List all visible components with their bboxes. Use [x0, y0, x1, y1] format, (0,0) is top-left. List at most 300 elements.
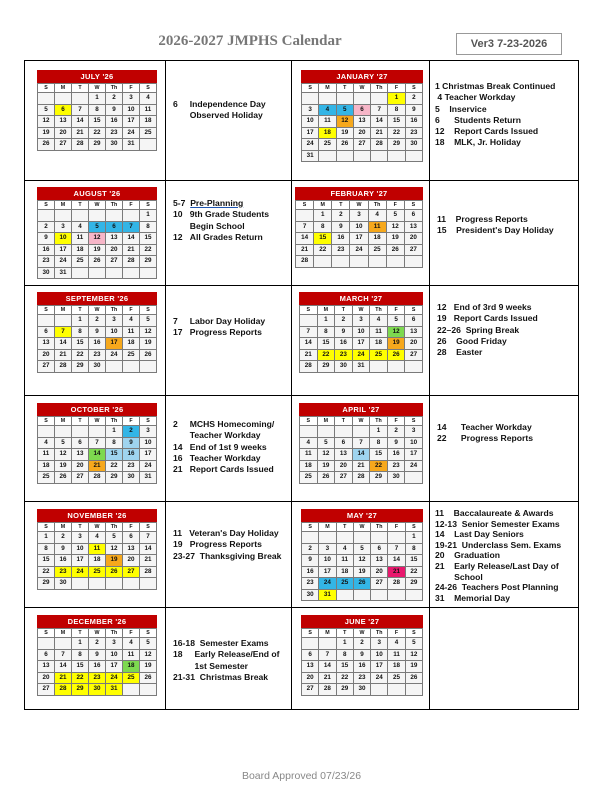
event-date: 22: [437, 433, 461, 444]
day-cell: 15: [317, 338, 335, 350]
day-cell: 18: [140, 116, 157, 128]
day-cell: 15: [38, 555, 55, 567]
day-cell: 19: [140, 661, 157, 673]
day-cell: 6: [123, 532, 140, 544]
day-cell: 20: [404, 233, 422, 245]
day-cell: 24: [371, 672, 388, 684]
event-text: End of 1st 9 weeks: [189, 441, 267, 452]
day-cell: 18: [89, 555, 106, 567]
calendar-may: [301, 509, 423, 601]
day-cell: 2: [405, 93, 422, 105]
weekday-label: W: [352, 306, 370, 315]
weekday-label: Th: [106, 629, 123, 638]
weekday-label: S: [405, 84, 422, 93]
day-cell: 11: [319, 116, 336, 128]
event-text: Report Cards Issued: [453, 313, 538, 324]
weekday-label: S: [38, 84, 55, 93]
grid-divider: [25, 607, 578, 608]
event-date: 2: [173, 419, 190, 429]
day-cell: 8: [314, 221, 332, 233]
empty-cell: [336, 150, 353, 162]
day-cell: 17: [352, 338, 370, 350]
day-cell: 22: [314, 244, 332, 256]
empty-cell: [140, 139, 157, 151]
day-cell: 2: [335, 315, 353, 327]
month-title: JANUARY '27: [301, 70, 423, 83]
day-cell: 29: [317, 361, 335, 373]
event-date: 19-21: [435, 539, 462, 550]
day-cell: 19: [317, 460, 335, 472]
day-cell: 18: [300, 460, 318, 472]
event-text: MLK, Jr. Holiday: [454, 137, 521, 148]
weekday-label: S: [38, 629, 55, 638]
empty-cell: [302, 93, 319, 105]
empty-cell: [371, 150, 388, 162]
day-cell: 13: [404, 221, 422, 233]
day-cell: 3: [350, 210, 368, 222]
event-item: [437, 336, 579, 347]
day-cell: 3: [72, 532, 89, 544]
day-cell: 13: [335, 449, 353, 461]
day-cell: 15: [405, 555, 422, 567]
day-cell: 26: [336, 139, 353, 151]
day-cell: 20: [38, 349, 55, 361]
empty-cell: [140, 361, 157, 373]
event-date: 12-13: [435, 518, 462, 529]
day-cell: 5: [317, 437, 335, 449]
weekday-label: M: [317, 417, 335, 426]
day-cell: 28: [296, 256, 314, 268]
empty-cell: [300, 426, 318, 438]
day-cell: 7: [55, 326, 72, 338]
day-cell: 18: [123, 338, 140, 350]
day-cell: 26: [55, 472, 72, 484]
day-cell: 18: [388, 661, 405, 673]
empty-cell: [317, 426, 335, 438]
day-cell: 8: [405, 543, 422, 555]
day-cell: 22: [370, 460, 388, 472]
month-grid: [37, 628, 157, 696]
day-cell: 14: [72, 116, 89, 128]
day-cell: 21: [72, 127, 89, 139]
day-cell: 3: [55, 221, 72, 233]
day-cell: 7: [296, 221, 314, 233]
weekday-label: F: [123, 201, 140, 210]
day-cell: 28: [72, 139, 89, 151]
day-cell: 14: [319, 661, 336, 673]
day-cell: 13: [302, 661, 319, 673]
weekday-label: W: [89, 629, 106, 638]
event-text: Progress Reports: [189, 539, 262, 550]
day-cell: 16: [387, 449, 405, 461]
day-cell: 19: [55, 460, 72, 472]
event-text: Semester Exams: [199, 638, 269, 648]
day-cell: 3: [140, 426, 157, 438]
day-cell: 26: [386, 244, 404, 256]
empty-cell: [404, 256, 422, 268]
day-cell: 27: [55, 139, 72, 151]
day-cell: 23: [106, 127, 123, 139]
event-text: 9th Grade Students Begin School: [189, 209, 269, 231]
calendar-october: [37, 403, 157, 484]
event-date: 18: [435, 137, 455, 148]
day-cell: 28: [319, 684, 336, 696]
event-date: 22–26: [437, 324, 466, 335]
empty-cell: [55, 210, 72, 222]
day-cell: 21: [140, 555, 157, 567]
weekday-label: Th: [370, 417, 388, 426]
empty-cell: [336, 532, 353, 544]
day-cell: 4: [300, 437, 318, 449]
empty-cell: [38, 210, 55, 222]
day-cell: 27: [405, 349, 423, 361]
event-item: [173, 551, 289, 562]
day-cell: 29: [89, 139, 106, 151]
event-item: [435, 582, 577, 593]
month-grid: [299, 416, 423, 484]
event-item: [435, 137, 577, 148]
day-cell: 4: [368, 210, 386, 222]
day-cell: 18: [319, 127, 336, 139]
event-text: All Grades Return: [189, 231, 263, 242]
day-cell: 6: [371, 543, 388, 555]
day-cell: 16: [89, 338, 106, 350]
empty-cell: [353, 150, 370, 162]
day-cell: 19: [405, 661, 422, 673]
day-cell: 16: [38, 244, 55, 256]
day-cell: 8: [72, 326, 89, 338]
day-cell: 2: [332, 210, 350, 222]
day-cell: 27: [106, 256, 123, 268]
weekday-label: Th: [106, 306, 123, 315]
day-cell: 19: [386, 233, 404, 245]
day-cell: 24: [350, 244, 368, 256]
weekday-label: S: [140, 201, 157, 210]
day-cell: 9: [89, 326, 106, 338]
event-text: Easter: [456, 347, 483, 358]
event-item: [437, 433, 579, 444]
event-date: 5-7: [173, 198, 191, 208]
day-cell: 3: [371, 638, 388, 650]
event-text: Christmas Break Continued: [442, 81, 556, 91]
event-item: [173, 528, 289, 539]
event-date: 14: [437, 422, 461, 432]
weekday-label: M: [55, 84, 72, 93]
day-cell: 14: [55, 338, 72, 350]
event-date: 16-18: [173, 638, 200, 648]
day-cell: 9: [387, 437, 405, 449]
weekday-label: Th: [371, 629, 388, 638]
day-cell: 12: [89, 233, 106, 245]
event-item: [437, 325, 579, 336]
day-cell: 22: [388, 127, 405, 139]
day-cell: 4: [319, 104, 336, 116]
event-date: 14: [173, 441, 190, 452]
month-title: DECEMBER '26: [37, 615, 157, 628]
weekday-label: S: [405, 523, 422, 532]
weekday-label: S: [38, 523, 55, 532]
event-item: [435, 115, 577, 126]
event-date: 14: [435, 529, 455, 540]
event-date: 21: [173, 464, 190, 475]
day-cell: 5: [405, 638, 422, 650]
day-cell: 26: [387, 349, 405, 361]
event-item: [173, 327, 289, 338]
empty-cell: [123, 578, 140, 590]
day-cell: 11: [300, 449, 318, 461]
event-date: 19: [173, 539, 190, 550]
day-cell: 25: [72, 256, 89, 268]
day-cell: 13: [55, 116, 72, 128]
day-cell: 18: [72, 244, 89, 256]
day-cell: 12: [140, 649, 157, 661]
weekday-label: W: [89, 201, 106, 210]
day-cell: 24: [123, 127, 140, 139]
day-cell: 1: [388, 93, 405, 105]
day-cell: 13: [405, 326, 423, 338]
month-title: JULY '26: [37, 70, 157, 83]
empty-cell: [388, 589, 405, 601]
weekday-label: Th: [106, 523, 123, 532]
day-cell: 26: [405, 672, 422, 684]
day-cell: 21: [388, 566, 405, 578]
day-cell: 11: [72, 233, 89, 245]
calendar-august: [37, 187, 157, 279]
day-cell: 6: [38, 326, 55, 338]
day-cell: 6: [302, 649, 319, 661]
day-cell: 22: [89, 127, 106, 139]
events-december: [173, 638, 289, 683]
day-cell: 25: [300, 472, 318, 484]
day-cell: 7: [72, 104, 89, 116]
day-cell: 20: [72, 460, 89, 472]
day-cell: 23: [123, 460, 140, 472]
weekday-label: W: [353, 84, 370, 93]
day-cell: 24: [352, 349, 370, 361]
event-date: 24-26: [435, 582, 462, 593]
day-cell: 22: [336, 672, 353, 684]
day-cell: 23: [335, 349, 353, 361]
day-cell: 28: [55, 361, 72, 373]
day-cell: 29: [336, 684, 353, 696]
empty-cell: [388, 684, 405, 696]
day-cell: 14: [123, 233, 140, 245]
month-title: FEBRUARY '27: [295, 187, 423, 200]
day-cell: 13: [123, 543, 140, 555]
empty-cell: [72, 210, 89, 222]
month-grid: [295, 200, 423, 268]
day-cell: 21: [123, 244, 140, 256]
day-cell: 31: [55, 267, 72, 279]
weekday-label: F: [387, 417, 405, 426]
day-cell: 30: [405, 139, 422, 151]
day-cell: 18: [368, 233, 386, 245]
day-cell: 1: [72, 638, 89, 650]
day-cell: 29: [106, 472, 123, 484]
empty-cell: [319, 93, 336, 105]
empty-cell: [386, 256, 404, 268]
event-item: [173, 649, 289, 672]
event-date: 20: [435, 550, 455, 561]
day-cell: 10: [106, 326, 123, 338]
event-text: Students Return: [454, 114, 521, 125]
empty-cell: [72, 93, 89, 105]
weekday-label: S: [404, 201, 422, 210]
event-date: 16: [173, 452, 190, 463]
empty-cell: [314, 256, 332, 268]
day-cell: 19: [387, 338, 405, 350]
day-cell: 12: [386, 221, 404, 233]
day-cell: 26: [353, 578, 370, 590]
day-cell: 30: [353, 684, 370, 696]
month-title: MAY '27: [301, 509, 423, 522]
day-cell: 18: [38, 460, 55, 472]
weekday-label: M: [319, 84, 336, 93]
day-cell: 21: [55, 672, 72, 684]
day-cell: 13: [106, 233, 123, 245]
calendar-april: [299, 403, 423, 484]
day-cell: 29: [388, 139, 405, 151]
weekday-label: M: [55, 523, 72, 532]
empty-cell: [106, 267, 123, 279]
day-cell: 9: [302, 555, 319, 567]
day-cell: 4: [123, 638, 140, 650]
day-cell: 31: [352, 361, 370, 373]
empty-cell: [371, 532, 388, 544]
weekday-label: F: [388, 629, 405, 638]
empty-cell: [89, 210, 106, 222]
day-cell: 22: [405, 566, 422, 578]
day-cell: 23: [405, 127, 422, 139]
day-cell: 24: [55, 256, 72, 268]
day-cell: 24: [405, 460, 423, 472]
empty-cell: [388, 150, 405, 162]
event-text: MCHS Homecoming/ Teacher Workday: [189, 419, 275, 441]
day-cell: 22: [106, 460, 123, 472]
day-cell: 23: [353, 672, 370, 684]
day-cell: 21: [352, 460, 370, 472]
day-cell: 3: [302, 104, 319, 116]
day-cell: 27: [404, 244, 422, 256]
day-cell: 22: [72, 349, 89, 361]
weekday-label: T: [72, 523, 89, 532]
day-cell: 30: [55, 578, 72, 590]
event-date: 17: [173, 327, 190, 338]
day-cell: 2: [106, 93, 123, 105]
day-cell: 25: [370, 349, 388, 361]
events-april: [437, 422, 579, 445]
day-cell: 9: [123, 437, 140, 449]
event-text: Progress Reports: [460, 433, 534, 444]
event-date: 12: [435, 126, 455, 137]
day-cell: 28: [300, 361, 318, 373]
empty-cell: [368, 256, 386, 268]
day-cell: 25: [388, 672, 405, 684]
day-cell: 26: [140, 349, 157, 361]
day-cell: 19: [106, 555, 123, 567]
day-cell: 8: [106, 437, 123, 449]
weekday-label: T: [336, 523, 353, 532]
calendar-september: [37, 292, 157, 373]
day-cell: 20: [38, 672, 55, 684]
day-cell: 17: [140, 449, 157, 461]
month-grid: [301, 522, 423, 601]
day-cell: 10: [55, 233, 72, 245]
event-item: [173, 198, 289, 209]
day-cell: 22: [72, 672, 89, 684]
event-item: [173, 442, 289, 453]
calendar-july: [37, 70, 157, 151]
event-text: Christmas Break: [199, 671, 269, 682]
day-cell: 12: [317, 449, 335, 461]
day-cell: 10: [72, 543, 89, 555]
empty-cell: [38, 93, 55, 105]
day-cell: 6: [404, 210, 422, 222]
day-cell: 2: [123, 426, 140, 438]
event-item: [435, 508, 577, 519]
month-grid: [301, 83, 423, 162]
event-date: 12: [173, 231, 190, 242]
day-cell: 12: [353, 555, 370, 567]
event-text: Pre-Planning: [190, 198, 244, 208]
events-august: [173, 198, 289, 243]
day-cell: 31: [140, 472, 157, 484]
day-cell: 26: [38, 139, 55, 151]
event-text: End of 3rd 9 weeks: [453, 302, 532, 312]
empty-cell: [336, 93, 353, 105]
day-cell: 8: [72, 649, 89, 661]
event-item: [437, 225, 579, 236]
calendar-march: [299, 292, 423, 373]
empty-cell: [319, 150, 336, 162]
empty-cell: [123, 684, 140, 696]
day-cell: 30: [89, 684, 106, 696]
month-grid: [37, 200, 157, 279]
day-cell: 5: [106, 532, 123, 544]
weekday-label: S: [140, 306, 157, 315]
day-cell: 11: [336, 555, 353, 567]
empty-cell: [72, 578, 89, 590]
day-cell: 29: [140, 256, 157, 268]
weekday-label: M: [55, 201, 72, 210]
event-date: 11: [173, 528, 190, 538]
weekday-label: F: [386, 201, 404, 210]
day-cell: 9: [335, 326, 353, 338]
day-cell: 27: [38, 361, 55, 373]
day-cell: 21: [296, 244, 314, 256]
weekday-label: M: [319, 523, 336, 532]
empty-cell: [387, 361, 405, 373]
day-cell: 3: [106, 315, 123, 327]
event-item: [173, 209, 289, 232]
day-cell: 2: [387, 426, 405, 438]
day-cell: 23: [89, 672, 106, 684]
weekday-label: M: [55, 629, 72, 638]
event-item: [437, 302, 579, 313]
event-date: 21: [435, 560, 455, 571]
day-cell: 6: [55, 104, 72, 116]
day-cell: 11: [140, 104, 157, 116]
day-cell: 22: [38, 566, 55, 578]
weekday-label: S: [300, 417, 318, 426]
day-cell: 3: [405, 426, 423, 438]
weekday-label: S: [140, 523, 157, 532]
day-cell: 13: [38, 661, 55, 673]
day-cell: 31: [106, 684, 123, 696]
day-cell: 24: [319, 578, 336, 590]
event-date: 11: [437, 214, 456, 224]
grid-divider: [291, 61, 292, 709]
